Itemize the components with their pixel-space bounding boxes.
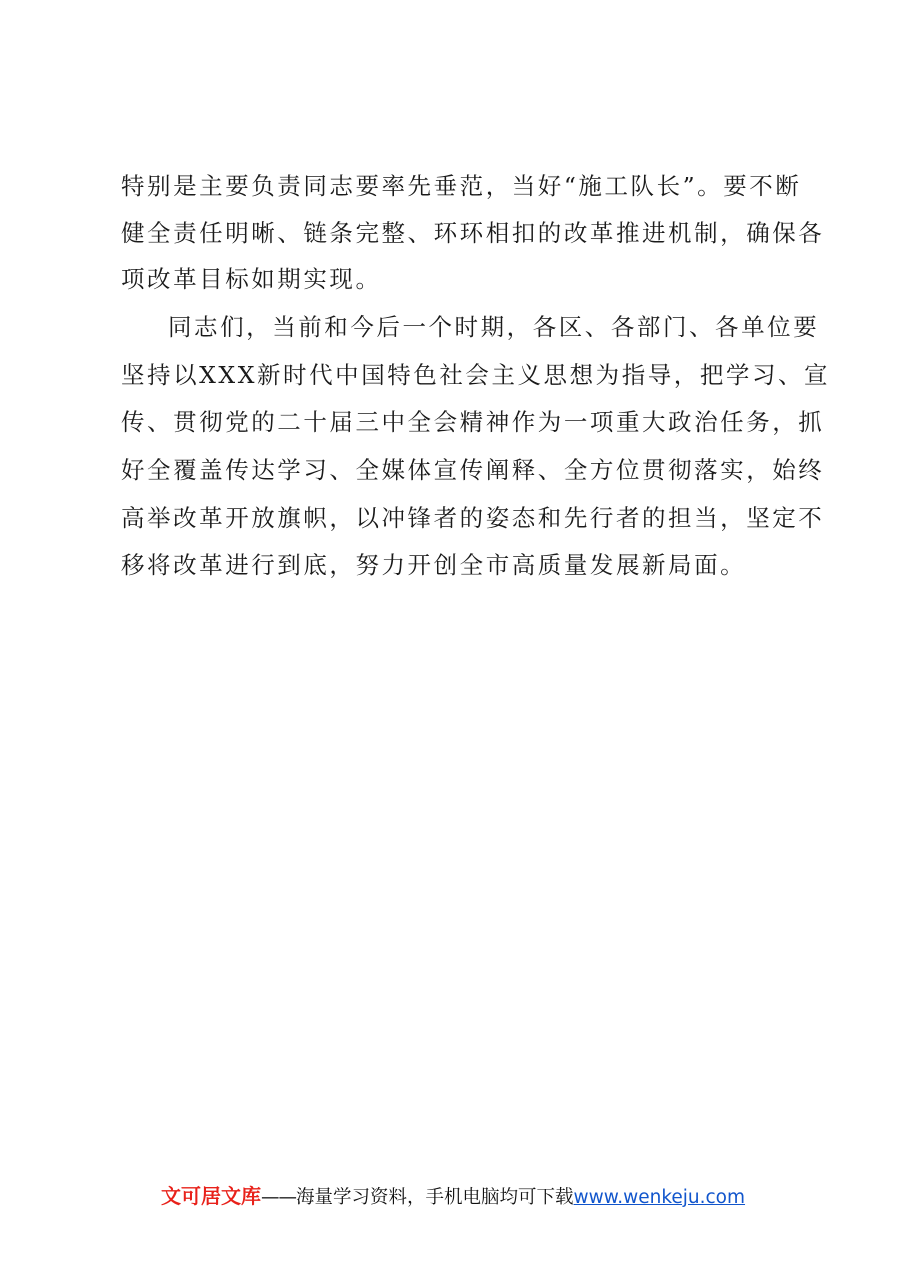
body-text-line: 高举改革开放旗帜，以冲锋者的姿态和先行者的担当，坚定不 — [121, 504, 825, 532]
page-footer — [161, 1182, 745, 1210]
footer-brand: 文可居文库 — [161, 1184, 261, 1208]
body-text-line: 传、贯彻党的二十届三中全会精神作为一项重大政治任务，抓 — [121, 408, 825, 436]
body-text-line: 健全责任明晰、链条完整、环环相扣的改革推进机制，确保各 — [121, 219, 825, 247]
body-text-line: 项改革目标如期实现。 — [121, 265, 382, 293]
footer-tagline: 海量学习资料，手机电脑均可下载 — [296, 1187, 574, 1208]
paragraph-start-line: 同志们，当前和今后一个时期，各区、各部门、各单位要 — [168, 313, 820, 341]
body-text-line: 特别是主要负责同志要率先垂范，当好“施工队长”。要不断 — [121, 172, 802, 200]
body-text-line: 移将改革进行到底，努力开创全市高质量发展新局面。 — [121, 551, 747, 579]
footer-website-link[interactable]: www.wenkeju.com — [573, 1187, 746, 1208]
footer-separator: —— — [261, 1187, 296, 1208]
body-text-line: 坚持以XXX新时代中国特色社会主义思想为指导，把学习、宣 — [121, 361, 831, 389]
body-text-line: 好全覆盖传达学习、全媒体宣传阐释、全方位贯彻落实，始终 — [121, 456, 825, 484]
